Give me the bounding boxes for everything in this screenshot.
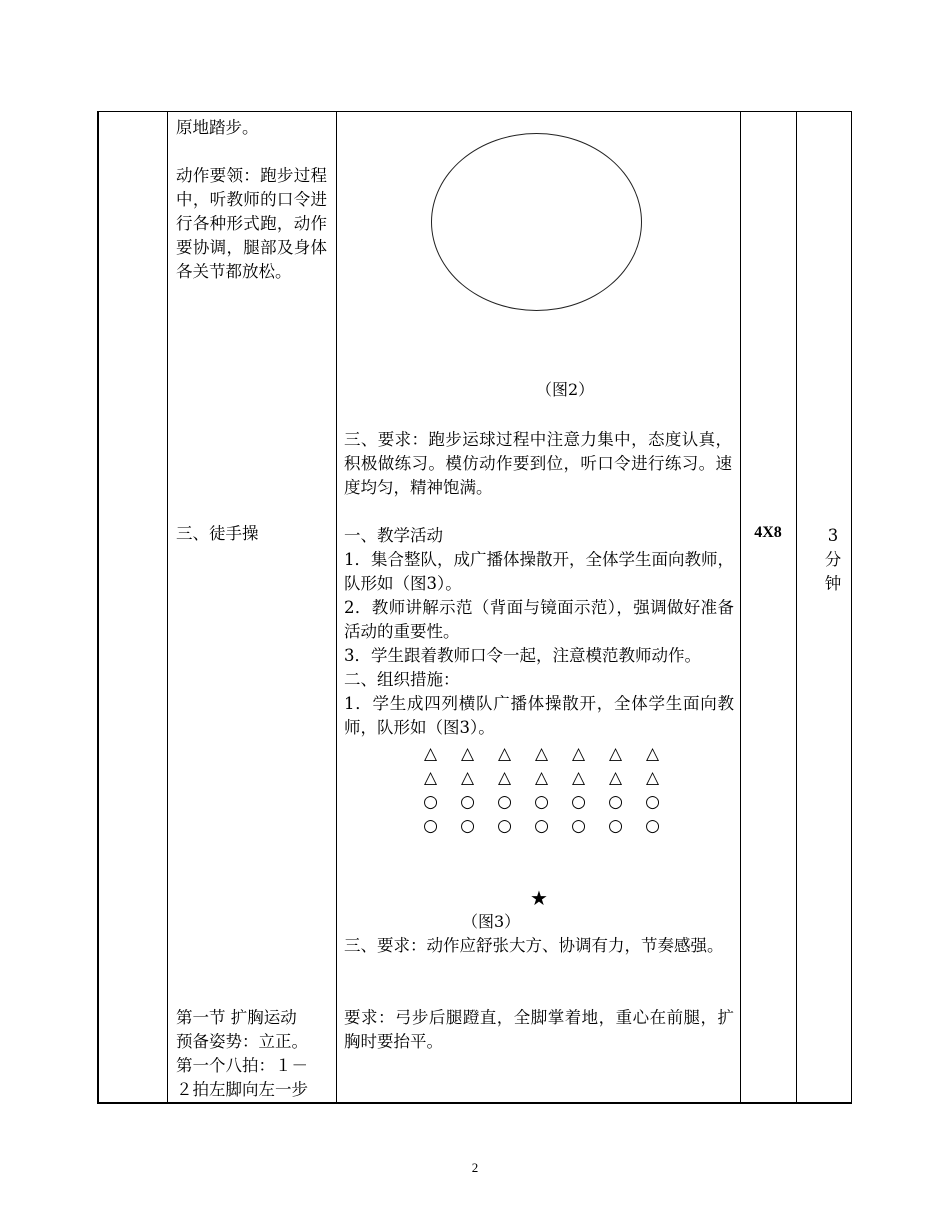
student-mark: △: [460, 744, 475, 764]
time-value: 3: [827, 526, 839, 545]
student-mark: ○: [423, 816, 438, 836]
column-divider: [336, 111, 337, 1104]
teacher-star-icon: ★: [530, 886, 548, 910]
student-mark: △: [423, 744, 438, 764]
time-unit: 钟: [824, 574, 842, 593]
student-mark: ○: [460, 792, 475, 812]
content-column: [176, 116, 327, 284]
column-divider: [167, 111, 168, 1104]
student-mark: △: [497, 744, 512, 764]
student-mark: ○: [497, 816, 512, 836]
formation-row: [412, 790, 671, 814]
action-essentials: 动作要领：跑步过程中，听教师的口令进行各种形式跑，动作要协调，腿部及身体各关节都放松。: [176, 166, 327, 281]
student-mark: ○: [534, 792, 549, 812]
exercise-description: [176, 1006, 327, 1102]
figure-caption: （图2）: [536, 380, 595, 399]
student-mark: △: [608, 768, 623, 788]
activity-line: 1．学生成四列横队广播体操散开，全体学生面向教师，队形如（图3）。: [344, 694, 734, 737]
repetition-count: 4X8: [754, 524, 782, 541]
student-mark: ○: [645, 816, 660, 836]
column-divider: [740, 111, 741, 1104]
student-mark: ○: [423, 792, 438, 812]
activity-line: 1．集合整队，成广播体操散开，全体学生面向教师，队形如（图3）。: [344, 550, 734, 593]
student-mark: △: [571, 768, 586, 788]
student-mark: △: [571, 744, 586, 764]
activity-line: 2．教师讲解示范（背面与镜面示范），强调做好准备活动的重要性。: [344, 598, 734, 641]
exercise-line: 第一节 扩胸运动: [176, 1008, 297, 1027]
student-mark: ○: [534, 816, 549, 836]
student-mark: △: [608, 744, 623, 764]
student-mark: △: [534, 744, 549, 764]
student-mark: ○: [608, 792, 623, 812]
requirement-text: 三、要求：跑步运球过程中注意力集中，态度认真，积极做练习。模仿动作要到位，听口令进行练习。速度均匀，精神饱满。: [344, 430, 732, 497]
activity-line: 二、组织措施：: [344, 670, 460, 689]
student-mark: ○: [608, 816, 623, 836]
student-mark: △: [460, 768, 475, 788]
activity-line: 3．学生跟着教师口令一起，注意模范教师动作。: [344, 646, 701, 665]
student-mark: ○: [460, 816, 475, 836]
formation-row: [412, 766, 671, 790]
student-mark: ○: [645, 792, 660, 812]
exercise-line: 第一个八拍：１－: [176, 1056, 308, 1075]
time-unit: 分: [824, 550, 842, 569]
exercise-line: 预备姿势：立正。: [176, 1032, 308, 1051]
time-duration: [818, 524, 848, 596]
student-mark: ○: [571, 792, 586, 812]
exercise-line: ２拍左脚向左一步: [176, 1080, 308, 1099]
teaching-activity: [344, 524, 734, 740]
student-mark: ○: [571, 816, 586, 836]
student-mark: △: [534, 768, 549, 788]
column-divider: [796, 111, 797, 1104]
student-mark: △: [423, 768, 438, 788]
figure-caption: （图3）: [462, 912, 521, 931]
formation-row: [412, 814, 671, 838]
student-mark: △: [497, 768, 512, 788]
content-text: 原地踏步。: [176, 118, 259, 137]
formation-diagram: [412, 742, 671, 838]
student-mark: ○: [497, 792, 512, 812]
requirement-text: 要求：弓步后腿蹬直，全脚掌着地，重心在前腿，扩胸时要抬平。: [344, 1008, 734, 1051]
page-number: 2: [471, 1160, 479, 1175]
formation-row: [412, 742, 671, 766]
student-mark: △: [645, 744, 660, 764]
activity-line: 一、教学活动: [344, 526, 443, 545]
section-heading: 三、徒手操: [176, 524, 259, 543]
circle-formation-diagram: [431, 133, 642, 311]
requirement-text: 三、要求：动作应舒张大方、协调有力，节奏感强。: [344, 936, 724, 955]
student-mark: △: [645, 768, 660, 788]
